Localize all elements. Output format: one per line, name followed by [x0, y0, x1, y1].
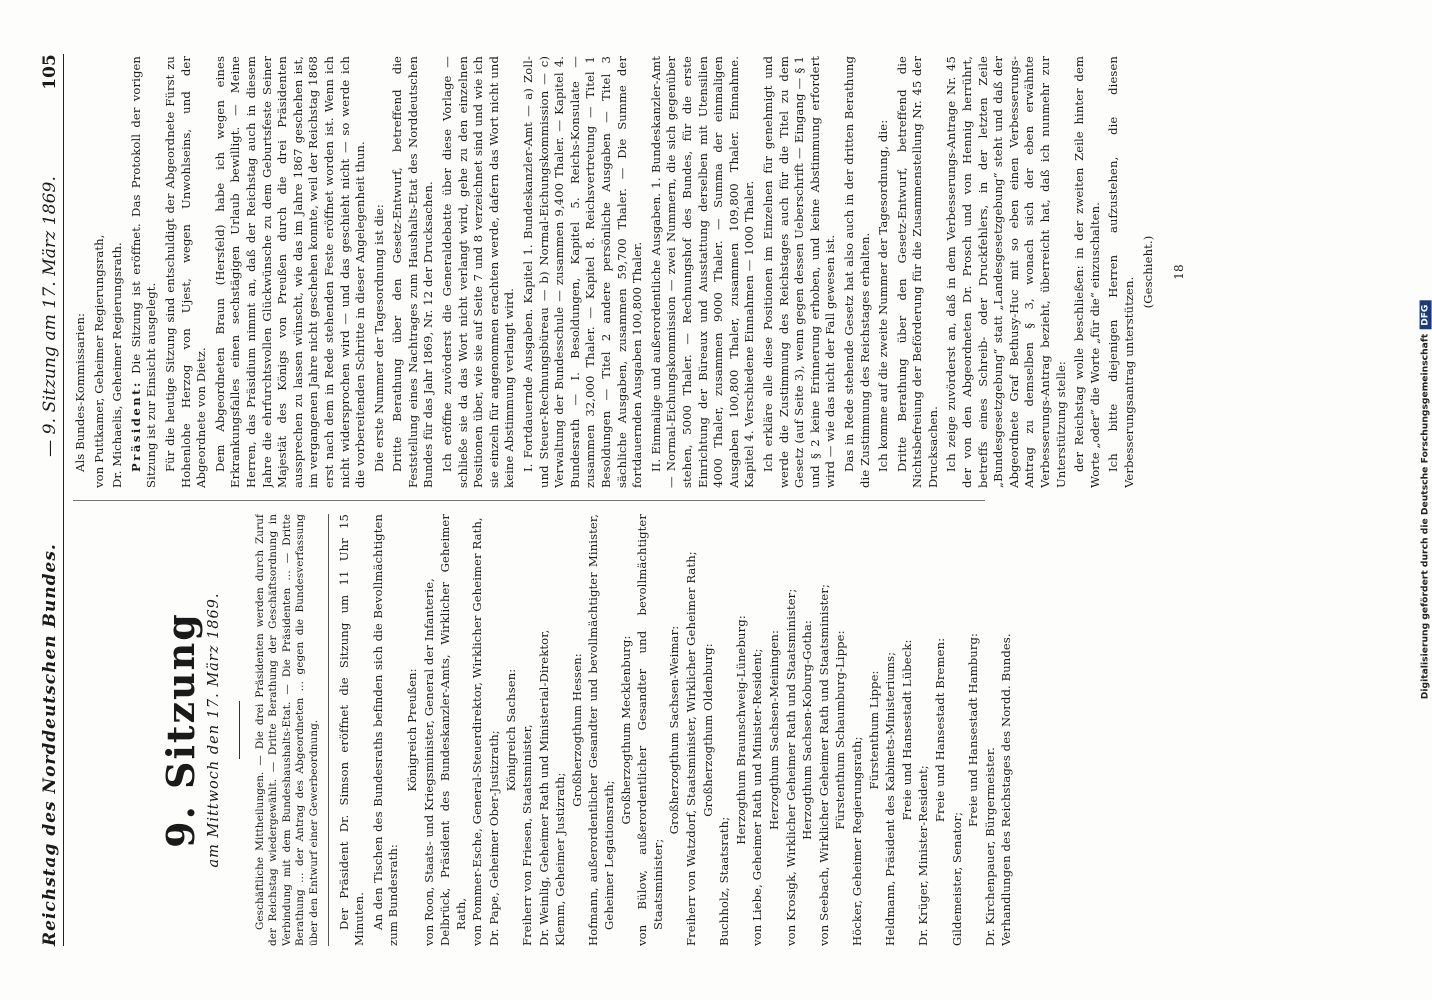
result-note: (Geschieht.) — [1140, 235, 1155, 309]
member-line: Herzogthum Sachsen-Meiningen: — [767, 630, 781, 830]
president-text: Die Sitzung ist eröffnet. Das Protokoll der vorigen Sitzung ist zur Einsicht ausgelegt. — [128, 56, 159, 488]
agenda-intro: Die erste Nummer der Tagesordnung ist die: — [371, 204, 386, 472]
summary-rule — [328, 514, 329, 946]
opening-paragraph: Der Präsident Dr. Simson eröffnet die Sitzung um 11 Uhr 15 Minuten. — [336, 514, 367, 946]
member-line: Freiherr von Friesen, Staatsminister, — [520, 724, 535, 946]
motion-paragraph: der Reichstag wolle beschließen: in der zweiten Zeile hinter dem Worte „oder“ die Worte „für die“ einzuschalten. — [1072, 56, 1102, 488]
member-line: Klemm, Geheimer Justizrath; — [553, 772, 568, 946]
member-line: Großherzogthum Mecklenburg: — [618, 635, 633, 825]
member-line: Freie und Hansestadt Bremen: — [932, 637, 947, 823]
member-line: von Pommer-Esche, General-Steuerdirektor, Wirklicher Geheimer Rath, — [470, 517, 485, 946]
member-line: von Krosigk, Wirklicher Geheimer Rath und Staatsminister; — [783, 588, 798, 946]
commissioner-line: Dr. Michaelis, Geheimer Regierungsrath. — [110, 242, 125, 488]
member-line: von Liebe, Geheimer Rath und Minister-Resident; — [750, 648, 765, 946]
rotated-document-page — [15, 20, 1405, 980]
member-line: Dr. Weinlig, Geheimer Rath und Ministerial-Direktor, — [536, 629, 551, 946]
result-paragraph: Das in Rede stehende Gesetz hat also auch in der dritten Berathung die Zustimmung des Reichstages erhalten. — [841, 56, 872, 488]
bundesrath-members-list — [405, 514, 1015, 946]
section-einmalige: II. Einmalige und außerordentliche Ausgaben. 1. Bundeskanzler-Amt — Normal-Eichungskommission — zwei Nummern, die sich gegenüber stehen, 5000 Thaler. — Rechnungshof des Bundes, für die erste Einrichtung der Büreaux und Ausstattung derselben mit Utensilien 4000 Thaler, zusammen 9000 Thaler. — Summa der einmaligen Ausgaben 100,800 Thaler, zusammen 109,800 Thaler. Einnahme. Kapitel 4. Verschiedene Einnahmen — 1000 Thaler. — [648, 56, 757, 488]
member-line: Verhandlungen des Reichstages des Nordd. Bundes. — [999, 633, 1014, 946]
support-paragraph: Ich bitte diejenigen Herren aufzustehen, die diesen Verbesserungsantrag unterstützen. — [1106, 56, 1136, 488]
title-rule — [239, 701, 240, 759]
section-fortdauernde: I. Fortdauernde Ausgaben. Kapitel 1. Bundeskanzler-Amt — a) Zoll- und Steuer-Rechnungsbüreau — b) Normal-Eichungskommission — c) Verwaltung der Bundesschule — zusammen 9,400 Thaler. — Kapitel 4. Bundesrath — I. Besoldungen, Kapitel 5. Reichs-Konsulate — zusammen 32,000 Thaler. — Kapitel 8. Reichsvertretung — Titel 1 Besoldungen — Titel 2 andere persönliche Ausgaben — Titel 3 sächliche Ausgaben, zusammen 59,700 Thaler. — Die Summe der fortdauernden Ausgaben 100,800 Thaler. — [521, 56, 645, 488]
right-column — [73, 56, 1375, 488]
commissioner-line: von Puttkamer, Geheimer Regierungsrath, — [91, 234, 106, 488]
third-reading: Dritte Berathung über den Gesetz-Entwurf, betreffend die Nichtsbefreiung der Beförderung für die Zusammenstellung Nr. 45 der Drucksachen. — [894, 56, 940, 488]
president-label: Präsident: — [128, 380, 143, 472]
header-session: — 9. Sitzung am 17. März 1869. — [40, 176, 61, 457]
signature-number: 18 — [1172, 264, 1187, 280]
dfg-logo: DFG — [1420, 301, 1432, 330]
general-debate: Ich eröffne zuvörderst die Generaldebatte über diese Vorlage — schließe sie da das Wort nicht verlangt wird, gehe zu den einzelnen Positionen über, wie sie auf Seite 7 und 8 verzeichnet sind und wie ich sie einzeln für angenommen erachten werde, dafern das Wort nicht und keine Abstimmung verlangt wird. — [440, 56, 517, 488]
session-summary: Geschäftliche Mittheilungen. — Die drei Präsidenten werden durch Zuruf der Reichstag wiedergewählt. — Dritte Berathung der Geschäftsordnung in Verbindung mit dem Bundeshaushalts-Etat. — Die Präsidenten … — Dritte Berathung … der Antrag des Abgeordneten … gegen die Bundesverfassung über den Entwurf einer Gewerbeordnung. — [253, 514, 320, 946]
bundesrath-intro: An den Tischen des Bundesraths befinden sich die Bevollmächtigten zum Bundesrath: — [370, 514, 401, 946]
member-line: von Roon, Staats- und Kriegsminister, General der Infanterie, — [421, 578, 436, 946]
leave-paragraph: Für die heutige Sitzung sind entschuldigt der Abgeordnete Fürst zu Hohenlohe Herzog von Ujest, wegen Unwohlseins, und der Abgeordnete von Dietz. — [162, 56, 209, 488]
braun-paragraph: Dem Abgeordneten Braun (Hersfeld) habe ich wegen eines Erkrankungsfalles einen sechstägigen Urlaub bewilligt. — Meine Herren, das Präsidium nimmt an, daß der Reichstag auch in diesem Jahre die ehrfurchtsvollen Glückwünsche zu dem Geburtsfeste Seiner Majestät des Königs von Preußen durch die drei Präsidenten aussprechen zu lassen wünscht, wie das im Jahre 1867 geschehen ist, im vergangenen Jahre nicht geschehen konnte, weil der Reichstag 1868 erst nach dem in Rede stehenden Feste eröffnet worden ist. Wenn ich nicht widersprochen wird — und das geschieht nicht — so werde ich die vorbereitenden Schritte in dieser Angelegenheit thun. — [212, 56, 368, 488]
left-column — [73, 514, 1375, 946]
member-line: Fürstenthum Lippe: — [866, 670, 881, 790]
member-line: Großherzogthum Hessen: — [569, 653, 584, 807]
member-line: Höcker, Geheimer Regierungsrath; — [849, 736, 864, 946]
dfg-funding-note — [1420, 301, 1432, 700]
member-line: Freiherr von Watzdorf, Staatsminister, Wirklicher Geheimer Rath; — [684, 551, 699, 946]
member-line: Herzogthum Braunschweig-Lüneburg: — [733, 615, 748, 845]
member-line: Heldmann, Präsident des Kabinets-Ministeriums; — [883, 651, 898, 946]
member-line: Gildemeister, Senator; — [949, 811, 964, 946]
member-line: Herzogthum Sachsen-Koburg-Gotha: — [800, 620, 815, 840]
page-number: 105 — [40, 54, 61, 90]
session-title: 9. Sitzung — [158, 612, 203, 848]
member-line: von Seebach, Wirklicher Geheimer Rath und Staatsminister; — [816, 584, 831, 946]
commissioners-intro: Als Bundes-Kommissarien: — [73, 312, 87, 472]
header-title: Reichstag des Norddeutschen Bundes. — [40, 543, 61, 946]
dfg-note-text: Digitalisierung gefördert durch die Deutsche Forschungsgemeinschaft — [1420, 333, 1431, 700]
member-line: Großherzogthum Sachsen-Weimar: — [667, 625, 682, 835]
member-line: von Bülow, außerordentlicher Gesandter und bevollmächtigter Staatsminister; — [635, 514, 665, 946]
agenda-item: Dritte Berathung über den Gesetz-Entwurf, betreffend die Feststellung eines Nachtrages zum Haushalts-Etat des Norddeutschen Bundes für das Jahr 1869, Nr. 12 der Drucksachen. — [390, 56, 436, 488]
declaration-paragraph: Ich erkläre alle diese Positionen im Einzelnen für genehmigt und werde die Zustimmung des Reichstages auch für die Titel zu dem Gesetz (auf Seite 3), wenn gegen dessen Ueberschrift — Eingang — § 1 und § 2 keine Erinnerung erhoben, und keine Abstimmung erfordert wird — wie das nicht der Fall gewesen ist. — [760, 56, 838, 488]
member-line: Hofmann, außerordentlicher Gesandter und bevollmächtigter Minister, Geheimer Legationsrath; — [586, 514, 617, 946]
member-line: Freie und Hansestadt Lübeck: — [899, 639, 914, 821]
member-line: Fürstenthum Schaumburg-Lippe: — [833, 630, 848, 830]
column-divider — [73, 500, 985, 501]
session-date: am Mittwoch den 17. März 1869. — [206, 592, 222, 868]
member-line: Buchholz, Staatsrath; — [717, 816, 732, 946]
member-line: Delbrück, Präsident des Bundeskanzler-Amts, Wirklicher Geheimer Rath, — [438, 514, 468, 946]
member-line: Dr. Krüger, Minister-Resident; — [916, 765, 931, 946]
member-line: Dr. Kirchenpauer, Bürgermeister. — [982, 747, 997, 946]
member-line: Königreich Sachsen: — [503, 668, 518, 792]
member-line: Freie und Hansestadt Hamburg: — [966, 633, 981, 828]
amendment-paragraph: Ich zeige zuvörderst an, daß in dem Verbesserungs-Antrage Nr. 45 der von den Abgeordneten Dr. Prosch und von Hennig herrührt, betreffs eines Schreib- oder Druckfehlers, in der letzten Zeile „Bundesgesetzgebung“ statt „Landesgesetzgebung“ steht und daß der Abgeordnete Graf Bethusy-Huc mit so eben einen Verbesserungs-Antrag zu demselben § 3, wonach sich der eben erwähnte Verbesserungs-Antrag bezieht, überreicht hat, daß ich nunmehr zur Unterstützung stelle: — [944, 56, 1068, 488]
member-line: Königreich Preußen: — [404, 668, 419, 792]
member-line: Großherzogthum Oldenburg: — [700, 643, 715, 817]
second-item: Ich komme auf die zweite Nummer der Tagesordnung, die: — [876, 119, 891, 472]
running-header — [25, 54, 64, 946]
member-line: Dr. Pape, Geheimer Ober-Justizrath; — [486, 730, 501, 946]
